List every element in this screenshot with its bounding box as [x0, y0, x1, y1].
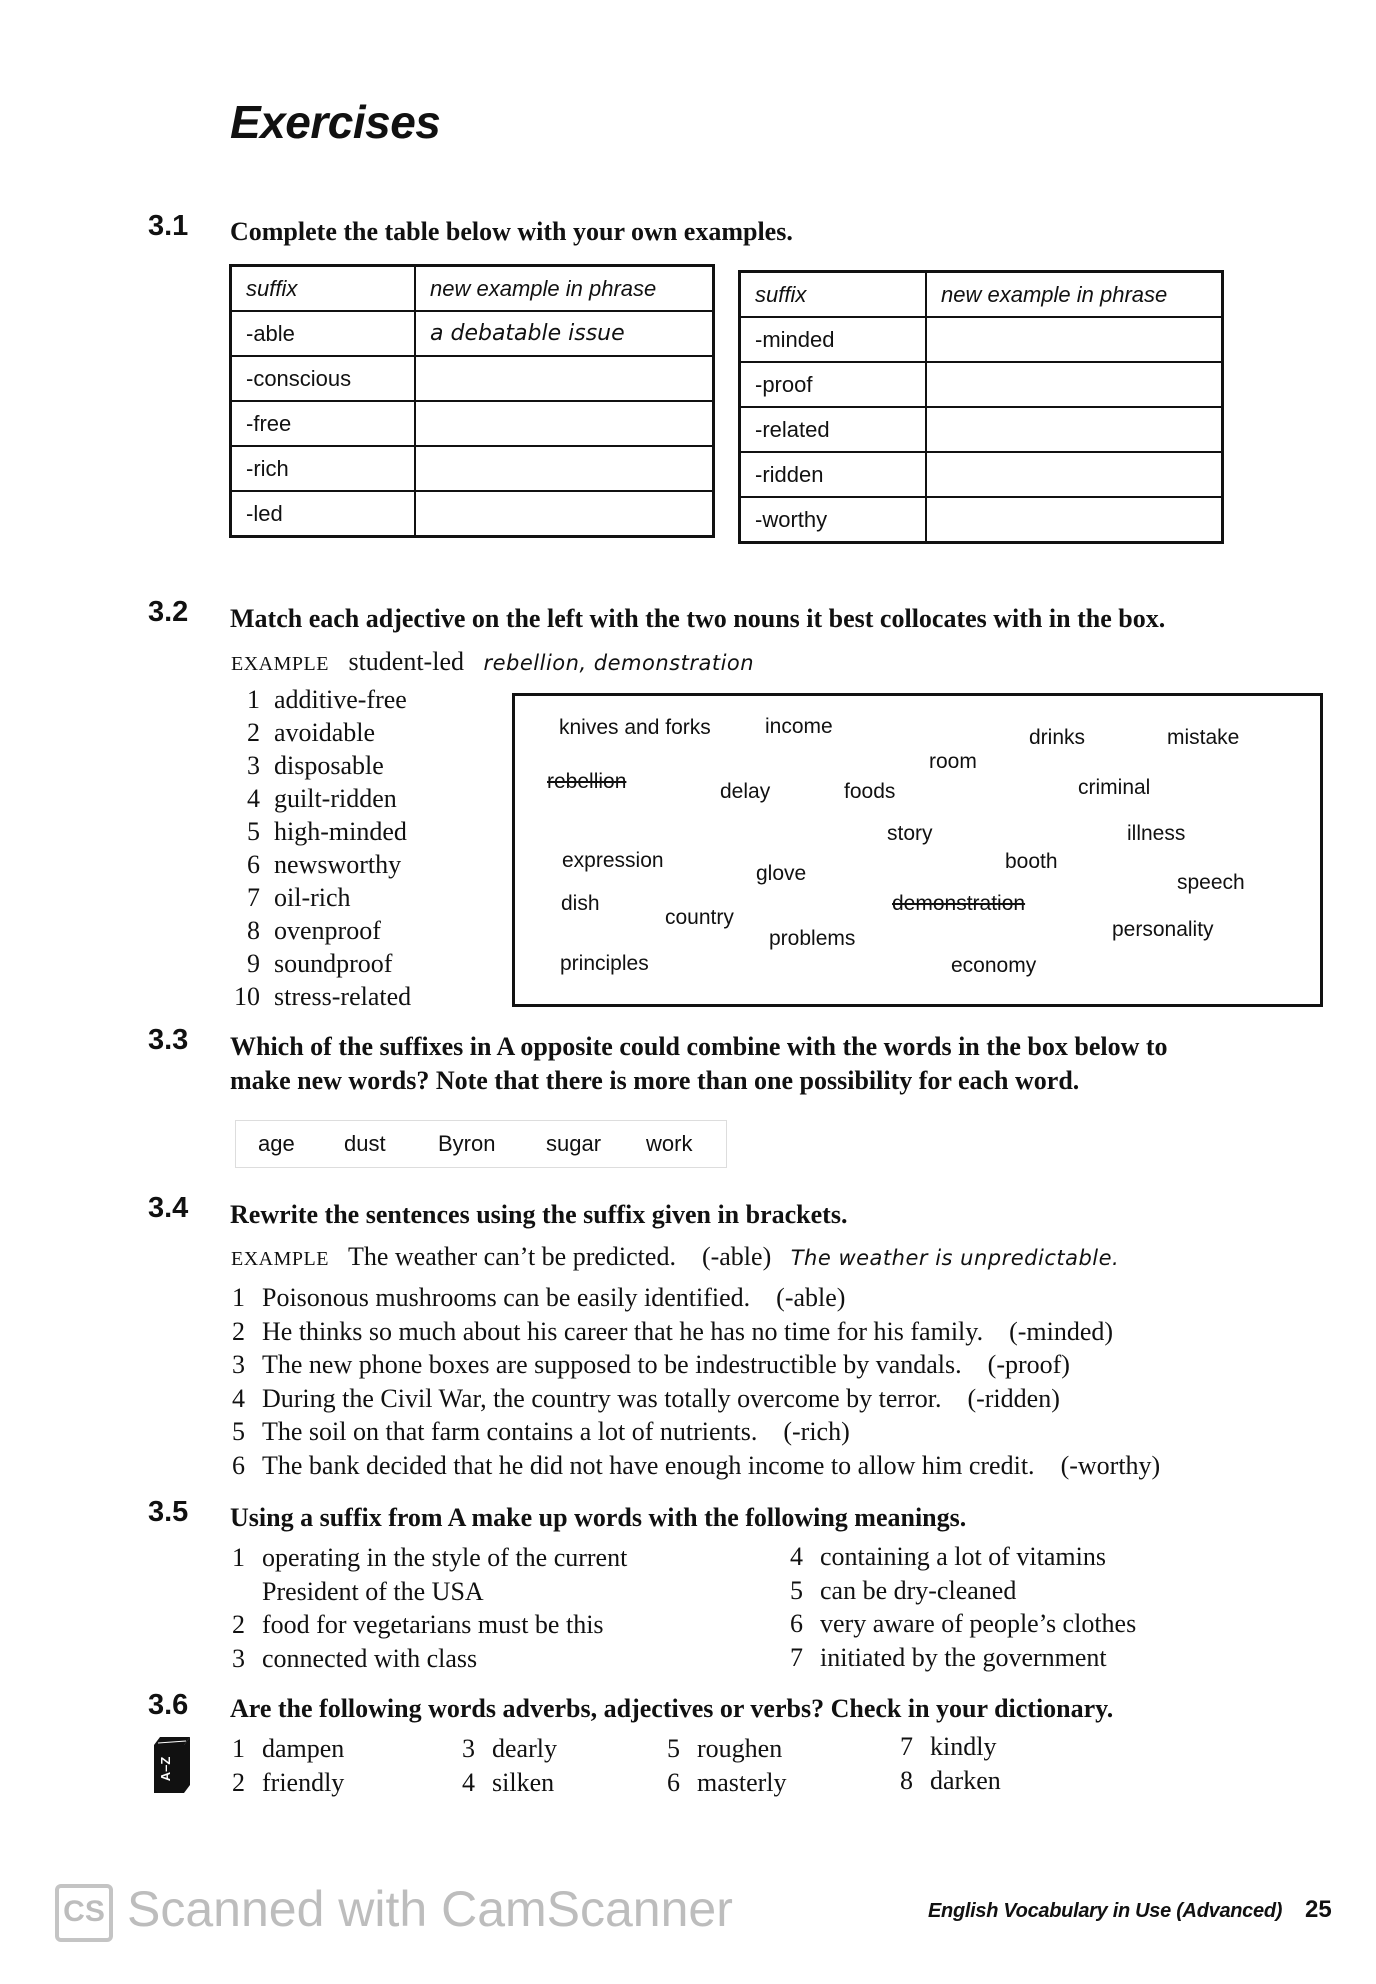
exercise-number-3-2: 3.2	[148, 596, 189, 628]
noun-word: personality	[1112, 918, 1214, 941]
camscanner-logo-icon: CS	[55, 1884, 113, 1942]
box-word: age	[258, 1131, 295, 1156]
noun-word: mistake	[1167, 726, 1240, 749]
exercise-number-3-1: 3.1	[148, 210, 189, 242]
list-item: 2 friendly	[232, 1768, 345, 1797]
list-item: 8 darken	[900, 1766, 1001, 1795]
word-list-col4	[900, 1730, 1001, 1798]
word-list-col1	[232, 1732, 344, 1800]
exercise-number-3-5: 3.5	[148, 1496, 189, 1528]
example-cell[interactable]	[926, 497, 1223, 543]
list-item: 4 During the Civil War, the country was totally overcome by terror. (-ridden)	[232, 1383, 1060, 1413]
column-header-example: new example in phrase	[415, 266, 714, 312]
noun-word: country	[665, 906, 734, 929]
list-item: 4 silken	[462, 1768, 555, 1797]
exercise-3-3-instruction-line2: make new words? Note that there is more than one possibility for each word.	[230, 1066, 1080, 1095]
noun-word: dish	[561, 892, 600, 915]
suffix-cell: -able	[231, 311, 416, 356]
table-row	[231, 491, 714, 537]
example-label: EXAMPLE	[231, 1248, 329, 1270]
box-word: dust	[344, 1131, 386, 1156]
table-row	[740, 317, 1223, 362]
list-item: 5 high-minded	[247, 817, 407, 846]
suffix-cell: -ridden	[740, 452, 927, 497]
list-item: 2 avoidable	[247, 718, 376, 747]
box-word: work	[646, 1131, 693, 1156]
table-header-row	[231, 266, 714, 312]
noun-word: principles	[560, 952, 649, 975]
meanings-right	[790, 1540, 1136, 1674]
list-item: 8 ovenproof	[247, 916, 381, 945]
svg-text:A–Z: A–Z	[158, 1756, 173, 1782]
exercise-3-1-instruction: Complete the table below with your own examples.	[230, 217, 793, 246]
noun-word: glove	[756, 862, 807, 885]
list-item: 5 The soil on that farm contains a lot of nutrients. (-rich)	[232, 1417, 850, 1446]
noun-word: delay	[720, 780, 771, 803]
noun-word: illness	[1127, 822, 1186, 845]
adjective-list	[232, 683, 411, 1013]
word-list-col3	[667, 1732, 787, 1800]
list-item: 4 guilt-ridden	[247, 784, 397, 813]
suffix-cell: -worthy	[740, 497, 927, 543]
exercise-number-3-4: 3.4	[148, 1192, 189, 1224]
example-cell[interactable]	[926, 317, 1223, 362]
dictionary-book-icon	[150, 1735, 192, 1795]
column-header-example: new example in phrase	[926, 272, 1223, 318]
list-item: 3 disposable	[247, 751, 384, 780]
exercise-3-4-instruction: Rewrite the sentences using the suffix given in brackets.	[230, 1200, 848, 1229]
table-row	[740, 497, 1223, 543]
camscanner-watermark	[55, 1880, 733, 1942]
list-item: 2 food for vegetarians must be this	[232, 1610, 604, 1639]
noun-box	[512, 693, 1323, 1007]
suffix-cell: -rich	[231, 446, 416, 491]
list-item: 6 newsworthy	[247, 850, 402, 879]
sentence-list	[232, 1281, 1160, 1482]
noun-word: room	[929, 750, 977, 773]
meanings-left	[232, 1541, 627, 1675]
box-word: sugar	[546, 1131, 602, 1156]
example-cell[interactable]	[415, 401, 714, 446]
example-cell[interactable]	[926, 407, 1223, 452]
example-answer: The weather is unpredictable.	[790, 1246, 1120, 1270]
example-cell[interactable]	[415, 491, 714, 537]
noun-word: knives and forks	[559, 716, 711, 739]
page-title: Exercises	[230, 96, 441, 148]
list-item: 9 soundproof	[247, 949, 393, 978]
list-item: 6 masterly	[667, 1768, 787, 1797]
suffix-cell: -led	[231, 491, 416, 537]
list-item: 7 oil-rich	[247, 883, 351, 912]
example-suffix: (-able)	[701, 1242, 772, 1271]
list-item: 4 containing a lot of vitamins	[790, 1542, 1106, 1571]
example-sentence: The weather can’t be predicted.	[347, 1242, 676, 1271]
example-cell[interactable]: a debatable issue	[415, 311, 714, 356]
noun-word: criminal	[1078, 776, 1151, 799]
exercise-3-5-instruction: Using a suffix from A make up words with the following meanings.	[230, 1503, 967, 1532]
page-number: 25	[1305, 1896, 1332, 1923]
list-item: 3 dearly	[462, 1734, 557, 1763]
table-row	[231, 311, 714, 356]
table-row	[740, 407, 1223, 452]
example-word: student-led	[348, 647, 464, 676]
suffix-table-left	[229, 264, 715, 538]
table-row	[740, 362, 1223, 407]
noun-word: income	[765, 715, 833, 738]
word-box	[235, 1120, 727, 1168]
noun-word: speech	[1177, 871, 1245, 894]
suffix-cell: -minded	[740, 317, 927, 362]
noun-word: story	[887, 822, 933, 845]
suffix-cell: -proof	[740, 362, 927, 407]
table-row	[231, 356, 714, 401]
noun-word: drinks	[1029, 726, 1086, 749]
suffix-cell: -conscious	[231, 356, 416, 401]
list-item: 5 roughen	[667, 1734, 783, 1763]
suffix-cell: -free	[231, 401, 416, 446]
watermark-text: Scanned with CamScanner	[127, 1881, 733, 1937]
noun-word: foods	[844, 780, 896, 803]
word-list-col2	[462, 1732, 557, 1800]
suffix-table-right	[738, 270, 1224, 544]
list-item: 2 He thinks so much about his career that he has no time for his family. (-minded)	[232, 1316, 1114, 1346]
noun-word: expression	[562, 849, 664, 872]
box-word: Byron	[438, 1131, 496, 1156]
list-item: 1 additive-free	[247, 685, 407, 714]
exercise-number-3-3: 3.3	[148, 1024, 189, 1056]
exercise-3-6-instruction: Are the following words adverbs, adjectives or verbs? Check in your dictionary.	[230, 1694, 1114, 1723]
exercise-3-3-instruction-line1: Which of the suffixes in A opposite could combine with the words in the box below to	[230, 1032, 1168, 1061]
noun-word: economy	[951, 954, 1037, 977]
table-header-row	[740, 272, 1223, 318]
noun-word-struck: rebellion	[547, 770, 627, 793]
list-item: 6 The bank decided that he did not have enough income to allow him credit. (-worthy)	[232, 1450, 1161, 1480]
example-label: EXAMPLE	[231, 653, 329, 675]
list-item: 1 Poisonous mushrooms can be easily identified. (-able)	[232, 1283, 846, 1312]
list-item: 5 can be dry-cleaned	[790, 1575, 1017, 1605]
example-cell[interactable]	[926, 362, 1223, 407]
list-item: 7 initiated by the government	[790, 1642, 1107, 1672]
example-cell[interactable]	[415, 446, 714, 491]
exercise-3-2-example	[231, 645, 754, 681]
table-row	[231, 401, 714, 446]
suffix-cell: -related	[740, 407, 927, 452]
example-cell[interactable]	[926, 452, 1223, 497]
exercise-3-2-instruction: Match each adjective on the left with the two nouns it best collocates with in the box.	[230, 604, 1166, 633]
noun-word: booth	[1005, 850, 1058, 873]
list-item: 7 kindly	[900, 1732, 997, 1761]
example-cell[interactable]	[415, 356, 714, 401]
list-item: 6 very aware of people’s clothes	[790, 1609, 1137, 1638]
exercise-number-3-6: 3.6	[148, 1689, 189, 1721]
book-title-footer: English Vocabulary in Use (Advanced)	[928, 1900, 1283, 1922]
list-item: 3 The new phone boxes are supposed to be indestructible by vandals. (-proof)	[232, 1350, 1070, 1379]
list-item: 3 connected with class	[232, 1643, 478, 1673]
list-item: 10 stress-related	[234, 982, 412, 1011]
exercise-3-4-example	[231, 1240, 1119, 1276]
list-item: 1 dampen	[232, 1734, 345, 1763]
table-row	[740, 452, 1223, 497]
list-item: 1 operating in the style of the current	[232, 1543, 628, 1572]
noun-word: problems	[769, 927, 856, 950]
example-answer: rebellion, demonstration	[483, 651, 755, 675]
column-header-suffix: suffix	[231, 266, 416, 312]
column-header-suffix: suffix	[740, 272, 927, 318]
noun-word-struck: demonstration	[892, 892, 1026, 915]
table-row	[231, 446, 714, 491]
list-item-continuation: President of the USA	[262, 1576, 484, 1606]
